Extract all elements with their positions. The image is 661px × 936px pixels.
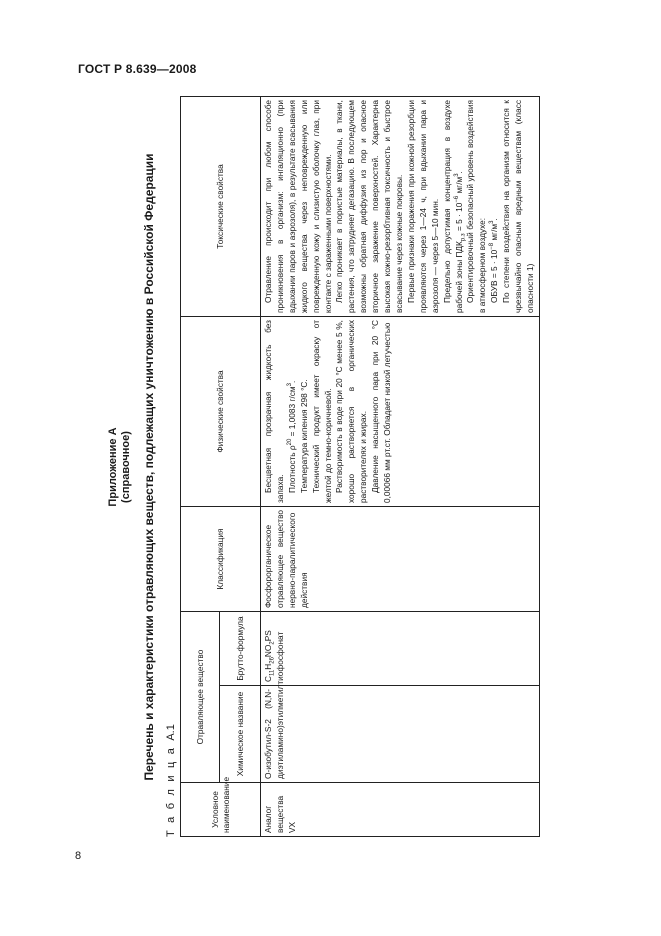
density-temp: 20 xyxy=(287,438,294,446)
physical-paragraph: Растворимость в воде при 20 °С менее 5 %, хорошо растворяется в органических растворителях и жирах. xyxy=(334,320,369,503)
header-physical-properties: Физические свойства xyxy=(181,317,261,507)
obuv-exp: −8 xyxy=(489,242,496,250)
toxic-paragraph: Ориентировочный безопасный уровень воздействия в атмосферном воздухе: xyxy=(465,100,488,313)
formula-h: H xyxy=(263,663,273,670)
pdk-exp: −6 xyxy=(453,195,460,203)
pdk-unit: мг/м xyxy=(453,176,464,196)
pdk-value: = 5 · 10 xyxy=(453,202,464,234)
header-substance-group: Отравляющее вещество xyxy=(181,612,220,783)
formula-o-count: 2 xyxy=(269,641,276,645)
toxic-paragraph: По степени воздействия на организм относится к чрезвычайно опасным вредным веществам (класс опасности 1) xyxy=(501,100,535,313)
density-label: Плотность ρ xyxy=(286,445,297,493)
table-number: А.1 xyxy=(165,724,177,741)
physical-paragraph: Давление насыщенного пара при 20 °С 0,00066 мм рт.ст. Обладает низкой летучестью xyxy=(370,320,393,503)
cell-classification: Фосфорорганическое отравляющее вещество нервно-паралитического действия xyxy=(261,507,540,612)
header-classification: Классификация xyxy=(181,507,261,612)
physical-paragraph: Технический продукт имеет окраску от желтой до темно-коричневой. xyxy=(310,320,333,503)
obuv-end: . xyxy=(489,218,500,221)
header-conventional-name: Условное наименование xyxy=(181,783,261,837)
appendix-title: Приложение А xyxy=(107,427,119,507)
formula-c-count: 11 xyxy=(269,669,276,676)
density-value: = 1,0083 г/см xyxy=(286,386,297,439)
table-label-text: Т а б л и ц а xyxy=(165,745,177,837)
physical-density xyxy=(287,320,299,503)
appendix-subtitle: (справочное) xyxy=(120,431,132,503)
toxic-paragraph: Первые признаки поражения при кожной резорбции проявляются через 1—24 ч, при вдыхании пара и аэрозоля — через 5—10 мин. xyxy=(405,100,440,313)
formula-c: C xyxy=(263,676,273,682)
table-caption: Перечень и характеристики отравляющих веществ, подлежащих уничтожению в Российской Федерации xyxy=(142,153,156,781)
page-number: 8 xyxy=(75,850,82,862)
obuv-value: ОБУВ = 5 · 10 xyxy=(489,249,500,303)
physical-paragraph: Бесцветная прозрачная жидкость без запаха. xyxy=(263,320,285,503)
table-label xyxy=(165,724,177,837)
formula-ps: PS xyxy=(263,630,273,642)
formula-h-count: 26 xyxy=(269,657,276,664)
table-row xyxy=(261,97,540,837)
substances-table xyxy=(180,96,540,837)
cell-gross-formula xyxy=(261,612,540,686)
density-unit-exp: 3 xyxy=(287,383,294,387)
cell-physical-properties xyxy=(261,317,540,507)
table-header-row xyxy=(181,97,220,837)
cell-chemical-name: О-изобутил-S-2 (N,N-диэтиламино)этилметилтиофосфонат xyxy=(261,686,540,783)
document-header: ГОСТ Р 8.639—2008 xyxy=(78,62,197,76)
physical-paragraph: Температура кипения 298 °С. xyxy=(298,379,309,493)
appendix-heading xyxy=(107,97,133,837)
toxic-paragraph: Легко проникает в пористые материалы, в ткани, растения, что затрудняет дегазацию. В последующем возможны обратная диффузия из пор и опасное вторичное заражение поверхностей. Характерна высокая кожно-резорбтивная токсичность и быстрое всасывание через кожные покровы. xyxy=(334,100,404,313)
density-end: . xyxy=(286,380,297,384)
formula-no: NO xyxy=(263,644,273,658)
pdk-unit-exp: 3 xyxy=(453,173,460,177)
obuv-unit-exp: 3 xyxy=(489,220,496,224)
pdk-label: Предельно допустимая концентрация в воздухе рабочей зоны ПДК xyxy=(441,100,464,313)
header-toxic-properties: Токсические свойства xyxy=(181,97,261,317)
toxic-pdk xyxy=(442,100,466,313)
pdk-end: . xyxy=(453,171,464,174)
toxic-paragraph: Отравление происходит при любом способе проникновения в организм: ингаляционно (при вдыхании паров и аэрозоля), в результате всасывания жидкого вещества через неповрежденную или поврежденную кожу и слизистую оболочку глаз, при контакте с зараженными поверхностями. xyxy=(263,100,333,313)
obuv-unit: мг/м xyxy=(489,223,500,243)
header-gross-formula: Брутто-формула xyxy=(220,612,261,686)
cell-conventional-name: Аналог вещества VX xyxy=(261,783,540,837)
pdk-sub: р.з xyxy=(460,233,467,242)
header-chemical-name: Химическое название xyxy=(220,686,261,783)
rotated-page-content xyxy=(102,97,582,837)
toxic-obuv xyxy=(489,100,501,313)
cell-toxic-properties xyxy=(261,97,540,317)
